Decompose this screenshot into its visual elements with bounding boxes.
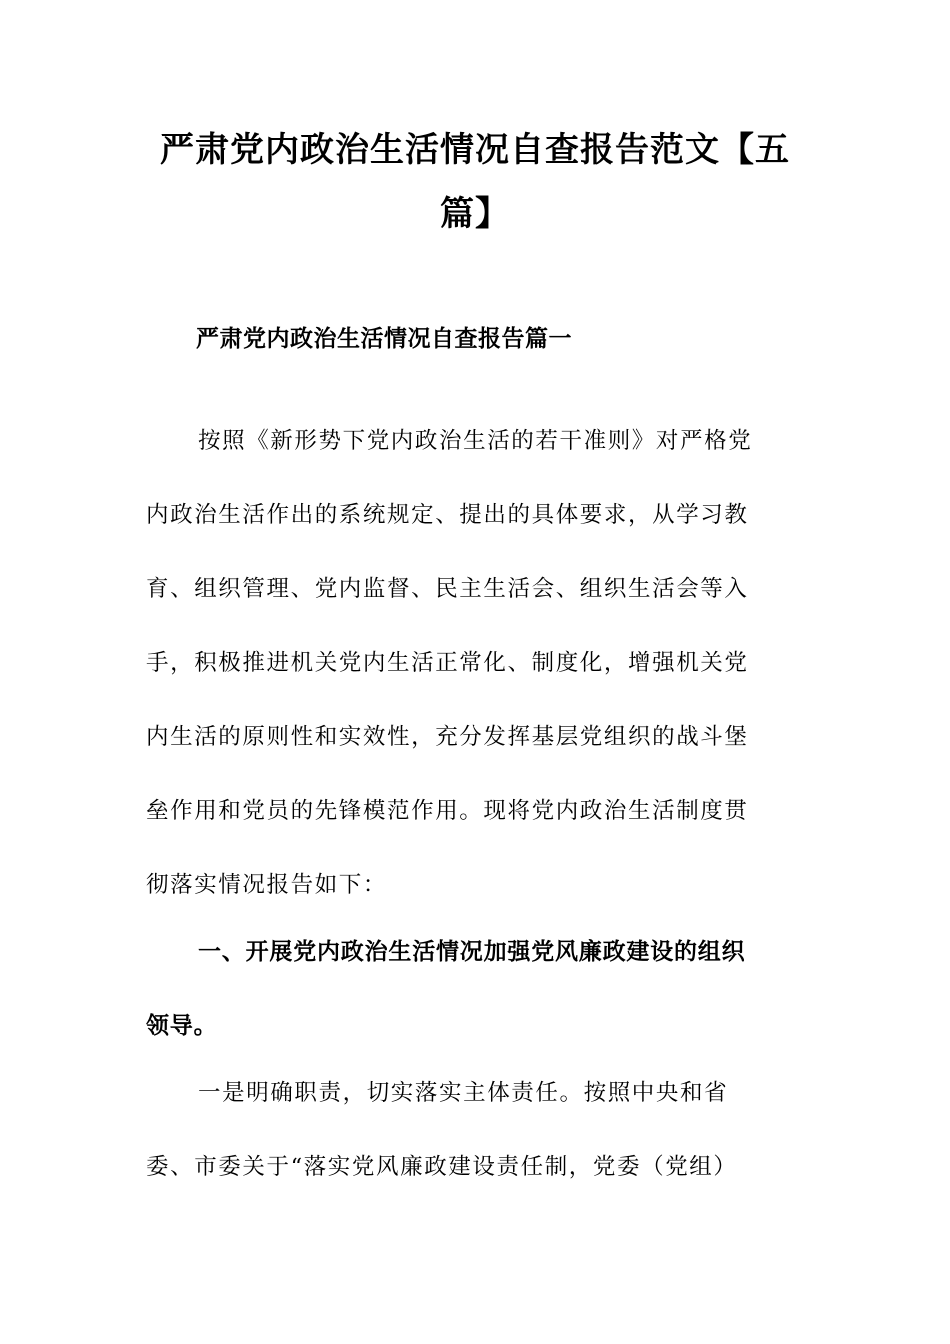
point-one-heading — [146, 915, 806, 1063]
text-line: 彻落实情况报告如下： — [146, 872, 388, 898]
intro-paragraph — [146, 404, 806, 922]
text-line: 手，积极推进机关党内生活正常化、制度化，增强机关党 — [146, 650, 749, 676]
text-line: 委、市委关于“落实党风廉政建设责任制，党委（党组） — [146, 1154, 738, 1180]
title-line: 严肃党内政治生活情况自查报告范文【五 — [160, 130, 790, 170]
document-title — [140, 118, 810, 246]
heading-line: 一、开展党内政治生活情况加强党风廉政建设的组织 — [198, 939, 746, 965]
text-line: 内生活的原则性和实效性，充分发挥基层党组织的战斗堡 — [146, 724, 749, 750]
title-line: 篇】 — [440, 194, 510, 234]
heading-line: 领导。 — [146, 1013, 218, 1039]
section-heading: 严肃党内政治生活情况自查报告篇一 — [196, 326, 572, 352]
text-line: 内政治生活作出的系统规定、提出的具体要求，从学习教 — [146, 502, 749, 528]
text-line: 垒作用和党员的先锋模范作用。现将党内政治生活制度贯 — [146, 798, 749, 824]
text-line: 一是明确职责，切实落实主体责任。按照中央和省 — [198, 1080, 729, 1106]
text-line: 育、组织管理、党内监督、民主生活会、组织生活会等入 — [146, 576, 749, 602]
text-line: 按照《新形势下党内政治生活的若干准则》对严格党 — [198, 428, 753, 454]
point-one-paragraph — [146, 1056, 806, 1204]
